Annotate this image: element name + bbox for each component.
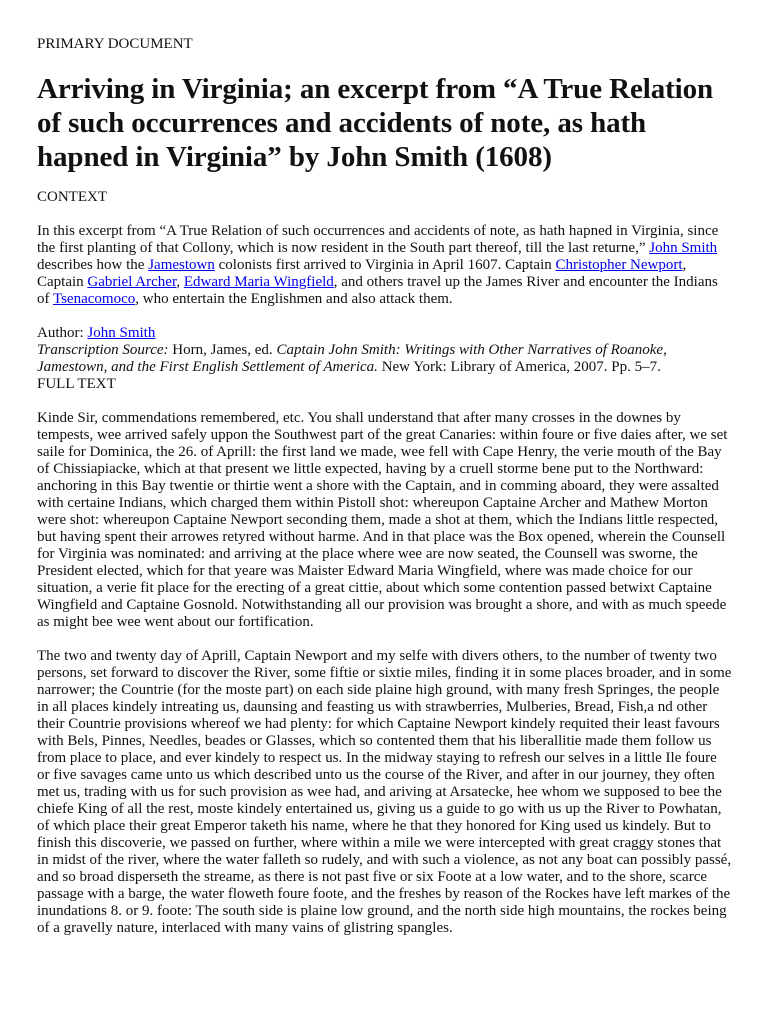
context-text-3: colonists first arrived to Virginia in April 1607. Captain	[214, 257, 556, 273]
context-text-1: In this excerpt from “A True Relation of such occurrences and accidents of note, as hath hapned in Virginia, since the first planting of that Collony, which is now resident in the South part thereof, till the last returne,”	[37, 223, 719, 256]
link-author-john-smith[interactable]: John Smith	[87, 325, 156, 341]
source-metadata	[37, 325, 732, 393]
full-text-label: FULL TEXT	[37, 376, 116, 392]
author-label: Author:	[37, 325, 88, 341]
full-text-paragraph-1: Kinde Sir, commendations remembered, etc. You shall understand that after many crosses in the downes by tempests, wee arrived safely uppon the Southwest part of the great Canaries: within foure or five daies after, we set saile for Dominica, the 26. of Aprill: the first land we made, wee fell with Cape Henry, the verie mouth of the Bay of Chissiapiacke, which at that present we little expected, having by a cruell storme bene put to the Northward: anchoring in this Bay twentie or thirtie went a shore with the Captain, and in comming aboard, they were assalted with certaine Indians, which charged them within Pistoll shot: whereupon Captaine Archer and Mathew Morton were shot: whereupon Captaine Newport seconding them, made a shot at them, which the Indians little respected, but having spent their arrowes retyred without harme. And in that place was the Box opened, wherein the Counsell for Virginia was nominated: and arriving at the place where wee are now seated, the Counsell was sworne, the President elected, which for that yeare was Maister Edward Maria Wingfield, where was made choice for our situation, a verie fit place for the erecting of a great cittie, about which some contention passed betwixt Captaine Wingfield and Captaine Gosnold. Notwithstanding all our provision was brought a shore, and with as much speede as might bee wee went about our fortification.	[37, 410, 728, 630]
link-gabriel-archer[interactable]: Gabriel Archer	[87, 274, 177, 290]
author-line	[37, 325, 732, 342]
full-text-paragraph-2: The two and twenty day of Aprill, Captain Newport and my selfe with divers others, to the number of twenty two persons, set forward to discover the River, some fiftie or sixtie miles, finding it in some places broader, and in some narrower; the Countrie (for the moste part) on each side plaine high ground, with many fresh Springes, the people in all places kindely intreating us, daunsing and feasting us with strawberries, Mulberies, Bread, Fish,a nd other their Countrie provisions whereof we had plenty: for which Captaine Newport kindely requited their least favours with Bels, Pinnes, Needles, beades or Glasses, which so contented them that his liberallitie made them follow us from place to place, and ever kindely to respect us. In the midway staying to refresh our selves in a little Ile foure or five savages came unto us which described unto us the course of the River, and after in our journey, they often met us, trading with us for such provision as wee had, and ariving at Arsatecke, hee whom we supposed to bee the chiefe King of all the rest, moste kindely entertained us, giving us a guide to go with us up the River to Powhatan, of which place their great Emperor taketh his name, where he that they honored for King used us kindely. But to finish this discoverie, we passed on further, where within a mile we were intercepted with great craggy stones that in midst of the river, where the water falleth so rudely, and with such a violence, as not any boat can possibly passé, and so broad disperseth the streame, as there is not past five or six Foote at a low water, and to the shore, scarce passage with a barge, the water floweth foure foote, and the freshes by reason of the Rockes have left markes of the inundations 8. or 9. foote: The south side is plaine low ground, and the north side high mountains, the rockes being of a gravelly nature, interlaced with many vains of glistring spangles.	[37, 648, 732, 936]
context-paragraph	[37, 223, 732, 308]
context-text-7: , who entertain the Englishmen and also attack them.	[135, 291, 453, 307]
link-jamestown[interactable]: Jamestown	[148, 257, 215, 273]
source-editor: Horn, James, ed.	[168, 342, 277, 358]
link-tsenacomoco[interactable]: Tsenacomoco	[52, 291, 136, 307]
link-john-smith[interactable]: John Smith	[649, 240, 718, 256]
document-title: Arriving in Virginia; an excerpt from “A True Relation of such occurrences and accidents of note, as hath hapned in Virginia” by John Smith (1608)	[37, 73, 714, 173]
source-book-title: Captain John Smith: Writings with Other Narratives of Roanoke, Jamestown, and the First English Settlement of America.	[37, 342, 667, 375]
link-christopher-newport[interactable]: Christopher Newport	[555, 257, 683, 273]
transcription-source-line	[37, 342, 732, 376]
context-text-4: , Captain	[37, 257, 687, 290]
document-type-label: PRIMARY DOCUMENT	[37, 36, 193, 52]
context-text-2: describes how the	[37, 257, 149, 273]
link-edward-maria-wingfield[interactable]: Edward Maria Wingfield	[183, 274, 334, 290]
context-text-6: , and others travel up the James River and encounter the Indians of	[37, 274, 718, 307]
context-label: CONTEXT	[37, 189, 107, 205]
context-text-5: ,	[176, 274, 184, 290]
transcription-source-label: Transcription Source:	[37, 342, 169, 358]
source-publication: New York: Library of America, 2007. Pp. 5–7.	[377, 359, 661, 375]
